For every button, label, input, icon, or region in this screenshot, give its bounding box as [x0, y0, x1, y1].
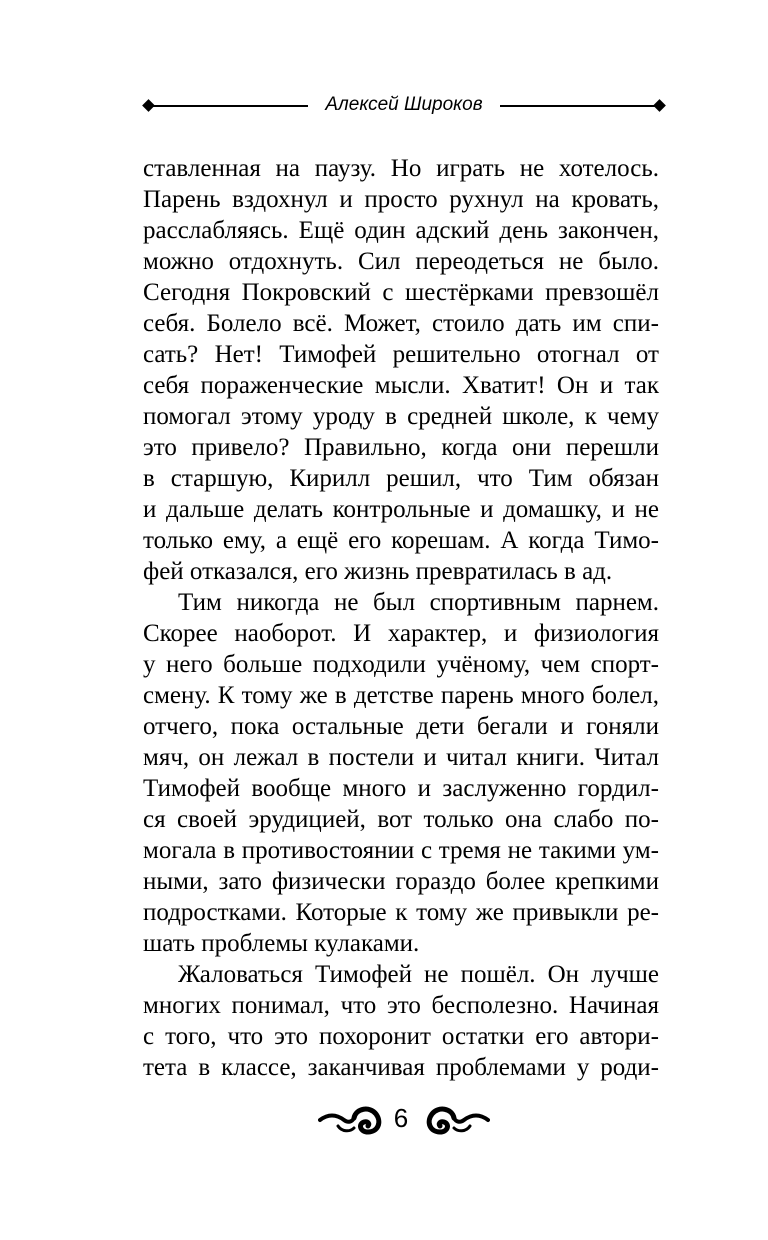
text-line: Жаловаться Тимофей не пошёл. Он лучше — [178, 961, 659, 988]
text-line: помогал этому уроду в средней школе, к чему — [143, 403, 659, 430]
text-line: с того, что это похоронит остатки его автори- — [143, 1023, 659, 1050]
text-line: в старшую, Кирилл решил, что Тим обязан — [143, 465, 659, 492]
text-line: у него больше подходили учёному, чем спорт- — [143, 651, 659, 678]
text-line: только ему, а ещё его корешам. А когда Тимо- — [143, 527, 659, 554]
text-line: многих понимал, что это бесполезно. Начиная — [143, 992, 659, 1019]
scroll-ornament-right-icon — [420, 1102, 490, 1138]
text-line: могала в противостоянии с тремя не такими ум- — [143, 837, 659, 864]
text-line: ставленная на паузу. Но играть не хотелось. — [143, 155, 659, 182]
text-line: себя. Болело всё. Может, стоило дать им спи- — [143, 310, 659, 337]
header-rule-right — [500, 105, 660, 107]
text-line: и дальше делать контрольные и домашку, и не — [143, 496, 659, 523]
text-line: фей отказался, его жизнь превратилась в ад. — [143, 558, 613, 585]
text-line: Тим никогда не был спортивным парнем. — [178, 589, 659, 616]
header-author: Алексей Широков — [325, 94, 483, 115]
running-header — [144, 92, 664, 118]
text-line: ными, зато физически гораздо более крепкими — [143, 868, 659, 895]
scroll-ornament-left-icon — [318, 1102, 388, 1138]
text-line: расслабляясь. Ещё один адский день закончен, — [143, 217, 659, 244]
text-line: себя пораженческие мысли. Хватит! Он и так — [143, 372, 659, 399]
text-line: Сегодня Покровский с шестёрками превзошёл — [143, 279, 659, 306]
text-line: смену. К тому же в детстве парень много болел, — [143, 682, 659, 709]
text-line: Парень вздохнул и просто рухнул на кровать, — [143, 186, 659, 213]
text-line: сать? Нет! Тимофей решительно отогнал от — [143, 341, 659, 368]
page-footer — [300, 1092, 500, 1148]
text-line: подростками. Которые к тому же привыкли ре- — [143, 899, 659, 926]
text-line: можно отдохнуть. Сил переодеться не было. — [143, 248, 659, 275]
page-body-text — [143, 153, 659, 1083]
text-line: ся своей эрудицией, вот только она слабо по- — [143, 806, 659, 833]
text-line: Скорее наоборот. И характер, и физиология — [143, 620, 659, 647]
text-line: Тимофей вообще много и заслуженно гордил- — [143, 775, 659, 802]
text-line: это привело? Правильно, когда они перешли — [143, 434, 659, 461]
text-line: отчего, пока остальные дети бегали и гоняли — [143, 713, 659, 740]
text-line: тета в классе, заканчивая проблемами у роди- — [143, 1054, 659, 1081]
text-line: шать проблемы кулаками. — [143, 930, 420, 957]
page-number: 6 — [393, 1103, 409, 1133]
text-line: мяч, он лежал в постели и читал книги. Читал — [143, 744, 659, 771]
